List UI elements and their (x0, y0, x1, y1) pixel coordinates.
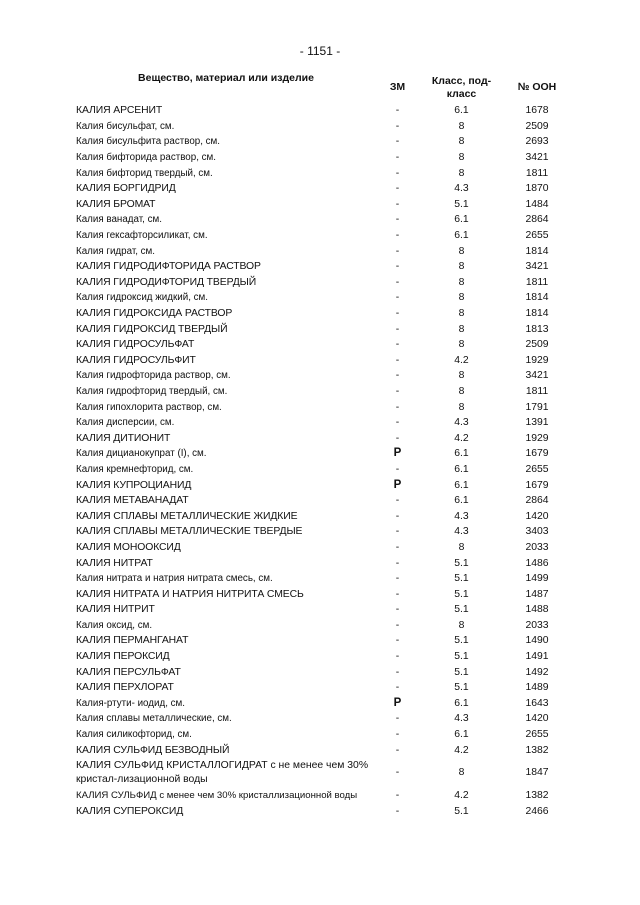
zm-mark: - (395, 308, 400, 320)
zm-mark: P (393, 447, 402, 460)
un-number: 1847 (525, 767, 549, 779)
table-row (76, 758, 570, 788)
hazard-class: 4.2 (454, 790, 469, 802)
table-row (76, 259, 570, 275)
un-number: 1678 (525, 105, 549, 117)
hazard-class: 5.1 (454, 666, 469, 678)
substance-name: КАЛИЯ СУПЕРОКСИД (76, 805, 184, 817)
table-row (76, 711, 570, 727)
substance-name: Калия гидроксид жидкий, см. (76, 292, 209, 304)
zm-mark: - (395, 744, 400, 756)
hazard-class: 6.1 (454, 105, 469, 117)
un-number: 1490 (525, 635, 549, 647)
zm-mark: - (395, 120, 400, 132)
table-row (76, 150, 570, 166)
table-row (76, 306, 570, 322)
table-row (76, 415, 570, 431)
un-number: 1813 (525, 323, 549, 335)
un-number: 1643 (525, 697, 549, 709)
un-number: 2033 (525, 541, 549, 553)
zm-mark: - (395, 604, 400, 616)
table-row (76, 571, 570, 587)
zm-mark: - (395, 767, 400, 779)
zm-mark: - (395, 573, 400, 585)
hazard-class: 4.3 (454, 510, 469, 522)
zm-mark: - (395, 105, 400, 117)
substance-name: КАЛИЯ СПЛАВЫ МЕТАЛЛИЧЕСКИЕ ТВЕРДЫЕ (76, 526, 303, 538)
un-number: 1811 (525, 167, 549, 179)
table-row (76, 555, 570, 571)
substance-name: Калия гидрофторида раствор, см. (76, 370, 231, 382)
zm-mark: - (395, 417, 400, 429)
hazard-class: 8 (458, 541, 465, 553)
table-row (76, 742, 570, 758)
substance-name: КАЛИЯ ПЕРОКСИД (76, 651, 170, 663)
un-number: 1489 (525, 682, 549, 694)
hazard-class: 4.2 (454, 432, 469, 444)
zm-mark: - (395, 136, 400, 148)
un-number: 3403 (525, 526, 549, 538)
substance-name: КАЛИЯ КУПРОЦИАНИД (76, 479, 192, 491)
substance-name: Калия кремнефторид, см. (76, 463, 194, 475)
zm-mark: - (395, 666, 400, 678)
zm-mark: - (395, 495, 400, 507)
substance-name: КАЛИЯ ГИДРОСУЛЬФАТ (76, 339, 195, 351)
substance-name: КАЛИЯ СПЛАВЫ МЕТАЛЛИЧЕСКИЕ ЖИДКИЕ (76, 510, 298, 522)
zm-mark: - (395, 541, 400, 553)
hazard-class: 8 (458, 276, 465, 288)
zm-mark: - (395, 261, 400, 273)
un-number: 1488 (525, 604, 549, 616)
table-row (76, 586, 570, 602)
un-number: 1679 (525, 448, 549, 460)
hazard-class: 8 (458, 619, 465, 631)
table-row (76, 508, 570, 524)
hazard-class: 4.2 (454, 744, 469, 756)
substance-name: Калия-ртути- иодид, см. (76, 697, 185, 709)
un-number: 1382 (525, 744, 549, 756)
substance-name: КАЛИЯ НИТРАТ (76, 557, 153, 569)
hazard-class: 8 (458, 167, 465, 179)
table-row (76, 399, 570, 415)
header-un-number: № ООН (517, 81, 557, 93)
hazard-class: 6.1 (454, 230, 469, 242)
hazard-class: 4.2 (454, 354, 469, 366)
un-number: 1814 (525, 292, 549, 304)
table-row (76, 649, 570, 665)
table-row (76, 275, 570, 291)
hazard-class: 6.1 (454, 463, 469, 475)
un-number: 1929 (525, 354, 549, 366)
hazard-class: 6.1 (454, 214, 469, 226)
hazard-class: 8 (458, 401, 465, 413)
un-number: 2509 (525, 339, 549, 351)
hazard-class: 5.1 (454, 588, 469, 600)
table-row (76, 477, 570, 493)
table-row (76, 493, 570, 509)
table-row (76, 353, 570, 369)
table-row (76, 197, 570, 213)
table-row (76, 618, 570, 634)
zm-mark: - (395, 292, 400, 304)
zm-mark: - (395, 167, 400, 179)
zm-mark: - (395, 463, 400, 475)
substance-name: КАЛИЯ СУЛЬФИД КРИСТАЛЛОГИДРАТ с не менее чем 30% кристал-лизационной воды (76, 760, 369, 785)
un-number: 3421 (525, 261, 549, 273)
un-number: 1499 (525, 573, 549, 585)
substance-name: КАЛИЯ МЕТАВАНАДАТ (76, 495, 189, 507)
zm-mark: - (395, 651, 400, 663)
hazard-class: 4.3 (454, 417, 469, 429)
hazard-class: 6.1 (454, 495, 469, 507)
zm-mark: - (395, 432, 400, 444)
un-number: 3421 (525, 370, 549, 382)
hazard-class: 8 (458, 120, 465, 132)
table-row (76, 462, 570, 478)
table-row (76, 680, 570, 696)
header-substance: Вещество, материал или изделие (138, 72, 314, 84)
table-row (76, 290, 570, 306)
zm-mark: - (395, 790, 400, 802)
hazard-class: 4.3 (454, 526, 469, 538)
zm-mark: - (395, 729, 400, 741)
hazard-class: 5.1 (454, 805, 469, 817)
substance-name: КАЛИЯ ПЕРМАНГАНАТ (76, 635, 189, 647)
zm-mark: - (395, 682, 400, 694)
zm-mark: - (395, 713, 400, 725)
un-number: 1420 (525, 510, 549, 522)
un-number: 1679 (525, 479, 549, 491)
hazard-class: 5.1 (454, 635, 469, 647)
zm-mark: - (395, 805, 400, 817)
hazard-class: 6.1 (454, 729, 469, 741)
header-class-label: Класс, под- класс (431, 74, 492, 100)
substance-name: Калия дицианокупрат (I), см. (76, 448, 207, 460)
zm-mark: - (395, 230, 400, 242)
hazard-class: 5.1 (454, 573, 469, 585)
table-row (76, 524, 570, 540)
hazard-class: 5.1 (454, 198, 469, 210)
hazard-class: 5.1 (454, 557, 469, 569)
table-row (76, 804, 570, 820)
substance-name: КАЛИЯ ГИДРОКСИДА РАСТВОР (76, 308, 233, 320)
substance-name: КАЛИЯ МОНООКСИД (76, 541, 181, 553)
zm-mark: - (395, 510, 400, 522)
substance-name: КАЛИЯ ГИДРОДИФТОРИД ТВЕРДЫЙ (76, 276, 257, 288)
hazard-class: 8 (458, 370, 465, 382)
un-number: 1814 (525, 245, 549, 257)
hazard-class: 8 (458, 385, 465, 397)
un-number: 2466 (525, 805, 549, 817)
substance-name: Калия гидрат, см. (76, 245, 156, 257)
substance-name: Калия гипохлорита раствор, см. (76, 401, 222, 413)
table-row (76, 384, 570, 400)
substance-name: Калия ванадат, см. (76, 214, 162, 226)
un-number: 2033 (525, 619, 549, 631)
zm-mark: - (395, 276, 400, 288)
un-number: 1791 (525, 401, 549, 413)
substance-name: Калия гидрофторид твердый, см. (76, 385, 228, 397)
substance-name: Калия бисульфита раствор, см. (76, 136, 221, 148)
table-row (76, 696, 570, 712)
zm-mark: - (395, 354, 400, 366)
un-number: 2864 (525, 495, 549, 507)
dangerous-goods-table (76, 72, 570, 819)
zm-mark: - (395, 198, 400, 210)
table-row (76, 181, 570, 197)
zm-mark: - (395, 588, 400, 600)
hazard-class: 8 (458, 339, 465, 351)
un-number: 1391 (525, 417, 549, 429)
table-header (76, 72, 570, 103)
substance-name: КАЛИЯ ПЕРХЛОРАТ (76, 682, 174, 694)
un-number: 1486 (525, 557, 549, 569)
hazard-class: 8 (458, 323, 465, 335)
substance-name: КАЛИЯ ПЕРСУЛЬФАТ (76, 666, 181, 678)
hazard-class: 8 (458, 292, 465, 304)
un-number: 1492 (525, 666, 549, 678)
hazard-class: 5.1 (454, 604, 469, 616)
hazard-class: 4.3 (454, 183, 469, 195)
substance-name: КАЛИЯ ДИТИОНИТ (76, 432, 171, 444)
hazard-class: 4.3 (454, 713, 469, 725)
table-row (76, 228, 570, 244)
un-number: 1870 (525, 183, 549, 195)
table-row (76, 134, 570, 150)
table-row (76, 788, 570, 804)
un-number: 1420 (525, 713, 549, 725)
hazard-class: 8 (458, 152, 465, 164)
zm-mark: - (395, 619, 400, 631)
substance-name: Калия силикофторид, см. (76, 729, 192, 741)
table-row (76, 119, 570, 135)
hazard-class: 8 (458, 136, 465, 148)
zm-mark: - (395, 323, 400, 335)
hazard-class: 8 (458, 261, 465, 273)
table-row (76, 321, 570, 337)
un-number: 1491 (525, 651, 549, 663)
table-row (76, 368, 570, 384)
substance-name: КАЛИЯ АРСЕНИТ (76, 105, 163, 117)
zm-mark: - (395, 526, 400, 538)
un-number: 1487 (525, 588, 549, 600)
zm-mark: - (395, 401, 400, 413)
zm-mark: - (395, 214, 400, 226)
substance-name: Калия нитрата и натрия нитрата смесь, см. (76, 573, 273, 585)
substance-name: КАЛИЯ БОРГИДРИД (76, 183, 176, 195)
hazard-class: 6.1 (454, 479, 469, 491)
hazard-class: 8 (458, 767, 465, 779)
zm-mark: - (395, 183, 400, 195)
table-row (76, 602, 570, 618)
un-number: 1484 (525, 198, 549, 210)
un-number: 2693 (525, 136, 549, 148)
un-number: 2655 (525, 729, 549, 741)
table-row (76, 446, 570, 462)
substance-name: КАЛИЯ БРОМАТ (76, 198, 156, 210)
zm-mark: P (393, 478, 402, 491)
zm-mark: - (395, 339, 400, 351)
zm-mark: - (395, 557, 400, 569)
substance-name: Калия бифторида раствор, см. (76, 152, 217, 164)
table-row (76, 664, 570, 680)
table-row (76, 540, 570, 556)
substance-name: Калия бифторид твердый, см. (76, 167, 213, 179)
hazard-class: 8 (458, 308, 465, 320)
table-row (76, 633, 570, 649)
un-number: 3421 (525, 152, 549, 164)
substance-name: КАЛИЯ СУЛЬФИД с менее чем 30% кристаллизационной воды (76, 790, 358, 802)
table-row (76, 430, 570, 446)
un-number: 1382 (525, 790, 549, 802)
zm-mark: - (395, 370, 400, 382)
hazard-class: 5.1 (454, 651, 469, 663)
table-row (76, 165, 570, 181)
substance-name: КАЛИЯ ГИДРОДИФТОРИДА РАСТВОР (76, 261, 261, 273)
table-row (76, 337, 570, 353)
substance-name: Калия бисульфат, см. (76, 120, 175, 132)
un-number: 2655 (525, 230, 549, 242)
substance-name: КАЛИЯ НИТРИТ (76, 604, 155, 616)
table-row (76, 103, 570, 119)
un-number: 1814 (525, 308, 549, 320)
hazard-class: 5.1 (454, 682, 469, 694)
header-zm: ЗМ (389, 81, 406, 93)
header-class (419, 72, 504, 103)
hazard-class: 6.1 (454, 448, 469, 460)
zm-mark: - (395, 385, 400, 397)
page-number: - 1151 - (299, 44, 341, 58)
un-number: 1811 (525, 276, 549, 288)
substance-name: КАЛИЯ НИТРАТА И НАТРИЯ НИТРИТА СМЕСЬ (76, 588, 304, 600)
substance-name: КАЛИЯ ГИДРОСУЛЬФИТ (76, 354, 196, 366)
zm-mark: - (395, 635, 400, 647)
substance-name: КАЛИЯ СУЛЬФИД БЕЗВОДНЫЙ (76, 744, 230, 756)
hazard-class: 6.1 (454, 697, 469, 709)
table-row (76, 212, 570, 228)
un-number: 1929 (525, 432, 549, 444)
substance-name: Калия дисперсии, см. (76, 417, 175, 429)
table-row (76, 727, 570, 743)
zm-mark: - (395, 245, 400, 257)
un-number: 2864 (525, 214, 549, 226)
substance-name: Калия сплавы металлические, см. (76, 713, 232, 725)
hazard-class: 8 (458, 245, 465, 257)
un-number: 2655 (525, 463, 549, 475)
zm-mark: - (395, 152, 400, 164)
un-number: 2509 (525, 120, 549, 132)
substance-name: Калия оксид, см. (76, 619, 153, 631)
zm-mark: P (393, 696, 402, 709)
substance-name: КАЛИЯ ГИДРОКСИД ТВЕРДЫЙ (76, 323, 228, 335)
un-number: 1811 (525, 385, 549, 397)
table-body (76, 103, 570, 819)
table-row (76, 243, 570, 259)
substance-name: Калия гексафторсиликат, см. (76, 230, 208, 242)
